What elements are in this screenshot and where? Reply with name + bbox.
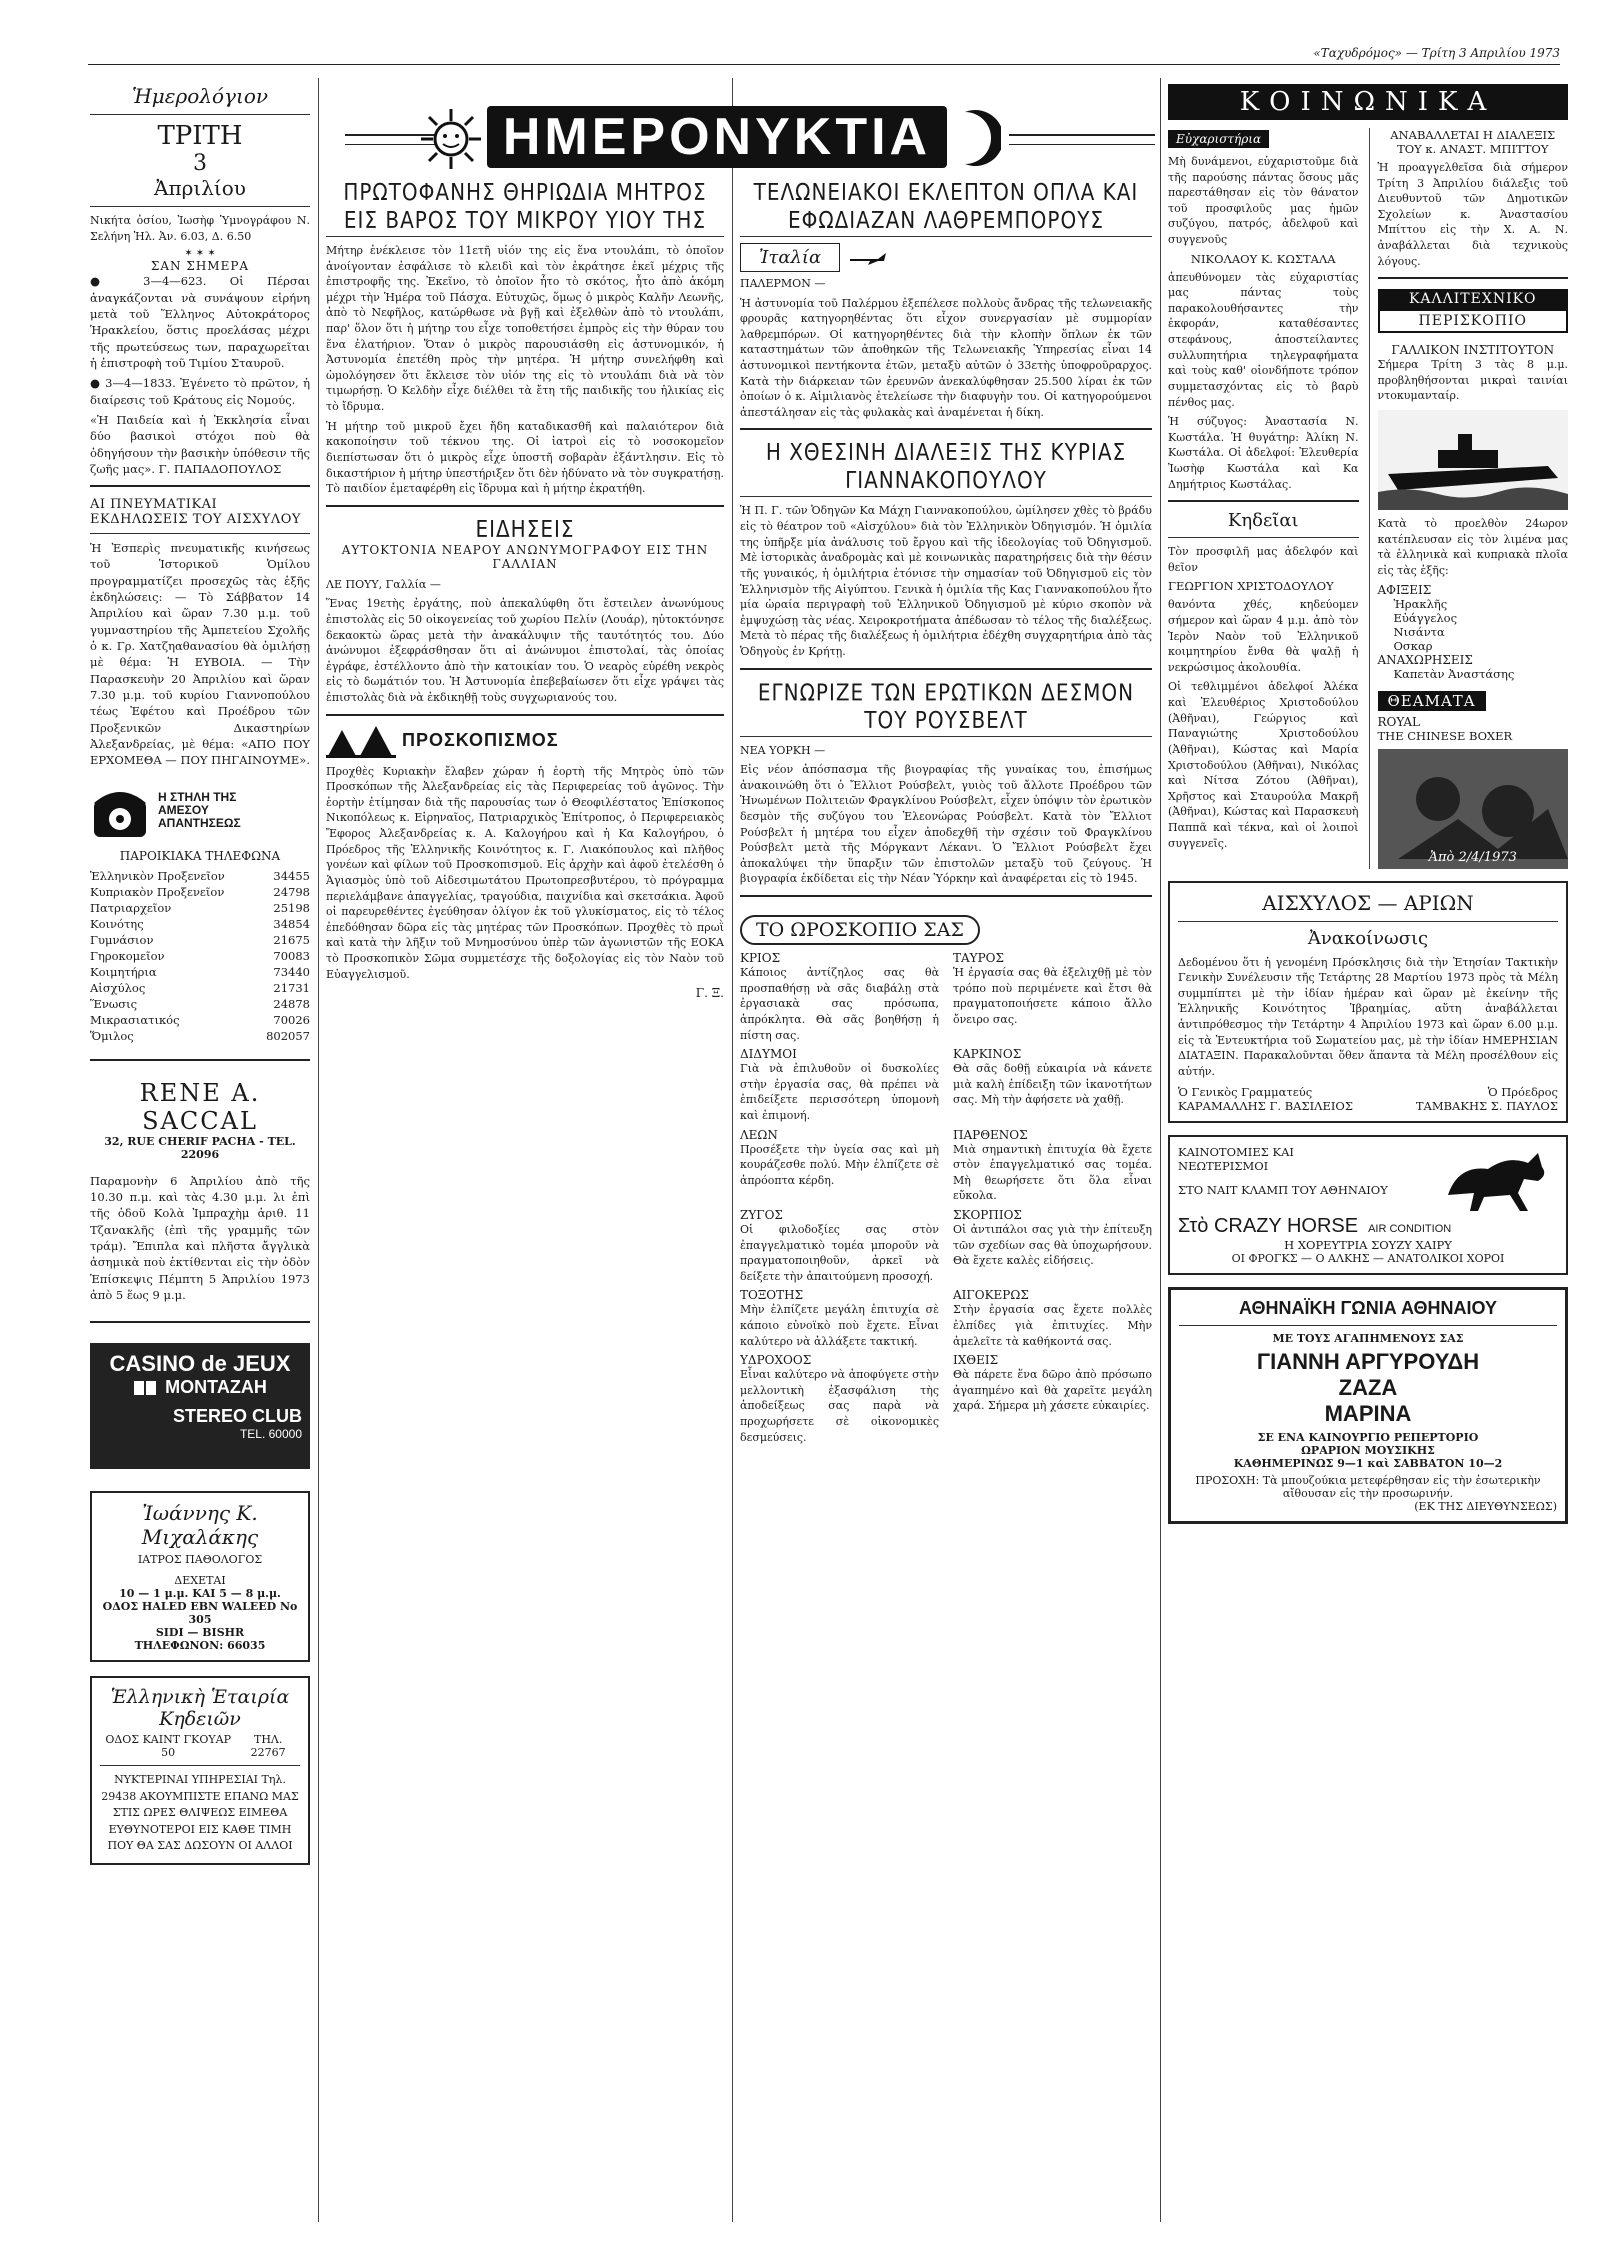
scouting-title: ΠΡΟΣΚΟΠΙΣΜΟΣ xyxy=(402,730,559,751)
crazy-name: Στὸ CRAZY HORSE xyxy=(1178,1215,1359,1238)
horoscope-entry xyxy=(740,1208,939,1288)
horoscope-text: Στὴν ἐργασία σας ἔχετε πολλὲς ἐλπίδες γιὰ ἐπιτυχίες. Μὴν ἀμελεῖτε τὰ καθήκοντά σας. xyxy=(953,1303,1152,1348)
ao-president-name: ΤΑΜΒΑΚΗΣ Σ. ΠΑΥΛΟΣ xyxy=(1415,1099,1558,1114)
aeschylus-body: Ἡ Ἑσπερὶς πνευματικῆς κινήσεως τοῦ Ἱστορικοῦ Ὁμίλου προγραμματίζει προσεχῶς τὰς ἑξῆς ἐκδηλώσεις: — Τὸ Σάββατον 14 Ἀπριλίου καὶ ὥραν 7.30 μ.μ. τοῦ γυμναστηρίου τῆς Ἀμπετείου Σχολῆς ὁ κ. Γρ. Χατζηαθανασίου θὰ ὁμιλήσῃ μὲ θέμα: Ἡ ΕΥΒΟΙΑ. — Τὴν Παρασκευὴν 20 Ἀπριλίου καὶ ὥραν 7.30 μ.μ. τοῦ κυρίου Γιαννοπούλου τέως Ἐφέτου καὶ Προέδρου τῶν Προξενικῶν Δικαστηρίων Ἀλεξανδρείας, μὲ θέμα: «ΑΠΟ ΠΟΥ ΕΡΧΟΜΕΘΑ — ΠΟΥ ΠΗΓΑΙΝΟΥΜΕ». xyxy=(90,541,310,768)
casino-ad xyxy=(90,1343,310,1469)
arrival-ship: Νισάντα xyxy=(1393,624,1445,639)
telephone-icon xyxy=(90,781,150,841)
horoscope-title: ΤΟ ΩΡΟΣΚΟΠΙΟ ΣΑΣ xyxy=(740,915,980,945)
ao-secretary-title: Ὁ Γενικὸς Γραμματεύς xyxy=(1178,1085,1313,1100)
banner-title: ΗΜΕΡΟΝΥΚΤΙΑ xyxy=(487,106,947,168)
ao-secretary-name: ΚΑΡΑΜΑΛΛΗΣ Γ. ΒΑΣΙΛΕΙΟΣ xyxy=(1178,1099,1353,1114)
phone-name: Πατριαρχεῖον xyxy=(90,900,172,915)
scouting-header xyxy=(326,724,724,758)
ao-body: Δεδομένου ὅτι ἡ γενομένη Πρόσκλησις διὰ τὴν Ἐτησίαν Τακτικὴν Γενικὴν Συνέλευσιν τῆς Τετάρτης 28 Μαρτίου 1973 πρὸς τὰ Μέλη συμμπίπτει μὲ τὴν ἰδίαν ἡμέραν καὶ ὥραν μὲ ἐκείνην τῆς Ἑλληνικῆς Κοινότητος Ἰβραημίας, αὕτη ἀναβάλλεται ἀντιπρόθεσμος τὴν Τετάρτην 4 Ἀπριλίου 1973 καὶ ὥραν 6.00 μ.μ. εἰς τὰ Ἐντευκτήρια τοῦ Σωματείου μας, μὲ τὴν ἰδίαν ΗΜΕΡΗΣΙΑΝ ΔΙΑΤΑΞΙΝ. Παρακαλοῦνται ὅθεν ἅπαντα τὰ Μέλη προσέλθουν εἰς αὐτήν. xyxy=(1178,955,1558,1078)
phone-number: 34854 xyxy=(273,916,310,931)
mother-article-body-2: Ἡ μήτηρ τοῦ μικροῦ ἔχει ἤδη καταδικασθῆ καὶ παλαιότερον διὰ κακοποίησιν τοῦ τέκνου της. Οἱ ἰατροὶ εἰς τὸ νοσοκομεῖον διεπίστωσαν ὅτι ὁ μικρὸς εἶχε ὑποστῆ σοβαρὰν ἐξάντλησιν. Εἰς τὸ δικαστήριον ἡ μήτηρ ὑπεστήριξεν ὅτι δὲν ἠδύνατο νὰ τὸν συγκρατήσῃ. Τὸ παιδίον ἐμεταφέρθη εἰς ἴδρυμα καὶ ἡ μήτηρ ἐκρατήθη. xyxy=(326,419,724,496)
sun-emblem-icon xyxy=(419,107,483,171)
athineos-repertoire: ΣΕ ΕΝΑ ΚΑΙΝΟΥΡΓΙΟ ΡΕΠΕΡΤΟΡΙΟ xyxy=(1257,1431,1479,1445)
phone-name: Ἑλληνικὸν Προξενεῖον xyxy=(90,868,225,883)
customs-body: Ἡ ἀστυνομία τοῦ Παλέρμου ἐξεπέλεσε πολλοὺς ἄνδρας τῆς τελωνειακῆς φρουρᾶς κατηγορηθέντας ὅτι εἶχον συνεργασίαν μὲ συμμορίαν λαθρεμπόρων. Οἱ κατηγορηθέντες διὰ τὴν κλοπὴν ὅπλων ἐκ τῶν καταστημάτων τῶν ἀποθηκῶν τῆς Τελωνειακῆς Ὑπηρεσίας εἶναι 14 ἀστυνομικοὶ πεντήκοντα ἐτῶν, μεταξὺ αὐτῶν ὁ 33ετὴς ὑποφροῦραρχος. Κατὰ τὴν διάρκειαν τῶν ἐρευνῶν ἀνεκαλύφθησαν 25.500 λίραι ἐκ τῶν ὁποίων ὁ κ. Αἰμιλιανὸς ἐτελείωσε τὴν διαφυγὴν του. Οἱ κατηγορούμενοι ἀπεστάλησαν εἰς τὰς φυλακὰς καὶ ἀναμένεται ἡ δίκη. xyxy=(740,296,1152,419)
doctor-name: Ἰωάννης Κ. Μιχαλάκης xyxy=(141,1501,259,1550)
theatres-title: ΘΕΑΜΑΤΑ xyxy=(1378,691,1486,711)
horoscope-text: Θὰ πάρετε ἕνα δῶρο ἀπὸ πρόσωπο ἀγαπημένο καὶ θὰ χαρεῖτε μεγάλη χαρά. Σήμερα μὴ χάσετε εὐκαιρίες. xyxy=(953,1368,1152,1413)
casino-tel: TEL. 60000 xyxy=(239,1427,302,1442)
aeschylus-orion-title: ΑΙΣΧΥΛΟΣ — ΑΡΙΩΝ xyxy=(1262,890,1474,915)
doctor-ad xyxy=(90,1491,310,1662)
athineos-days: ΚΑΘΗΜΕΡΙΝΩΣ 9—1 καὶ ΣΑΒΒΑΤΟΝ 10—2 xyxy=(1233,1457,1503,1471)
crazy-new: ΚΑΙΝΟΤΟΜΙΕΣ ΚΑΙ ΝΕΩΤΕΡΙΣΜΟΙ xyxy=(1178,1145,1294,1174)
ao-president-title: Ὁ Πρόεδρος xyxy=(1487,1085,1558,1100)
phone-name: Κοιμητήρια xyxy=(90,964,157,979)
thanks-family: Ἡ σύζυγος: Ἀναστασία Ν. Κωστάλα. Ἡ θυγάτηρ: Ἀλίκη Ν. Κωστάλα. Οἱ ἀδελφοί: Ἐλευθερία Ἰωσὴφ Κωστάλα καὶ Κα Δημήτριος Κωστάλας. xyxy=(1168,415,1359,491)
horoscope-sign: ΛΕΩΝ xyxy=(740,1127,778,1142)
calendar-title: Ἡμερολόγιον xyxy=(131,84,269,108)
phone-name: Ὅμιλος xyxy=(90,1028,134,1043)
horoscope-text: Μὴν ἐλπίζετε μεγάλη ἐπιτυχία σὲ κάποιο εὐνοϊκὸ ποὺ ἔχετε. Εἶναι καλύτερο νὰ ἀλλάξετε τακτική. xyxy=(740,1303,939,1348)
calendar-month: Ἀπριλίου xyxy=(154,176,246,200)
phone-number: 21731 xyxy=(273,980,310,995)
doctor-phone: ΤΗΛΕΦΩΝΟΝ: 66035 xyxy=(134,1639,266,1653)
headline-customs: ΤΕΛΩΝΕΙΑΚΟΙ ΕΚΛΕΠΤΟΝ ΟΠΛΑ ΚΑΙ ΕΦΩΔΙΑΖΑΝ ΛΑΘΡΕΜΠΟΡΟΥΣ xyxy=(753,178,1139,234)
news-subheading: ΑΥΤΟΚΤΟΝΙΑ ΝΕΑΡΟΥ ΑΝΩΝΥΜΟΓΡΑΦΟΥ ΕΙΣ ΤΗΝ ΓΑΛΛΙΑΝ xyxy=(341,542,709,571)
masthead-text: «Ταχυδρόμος» — Τρίτη 3 Απριλίου 1973 xyxy=(1313,46,1560,60)
phone-number: 24798 xyxy=(273,884,310,899)
phone-name: Ἕνωσις xyxy=(90,996,138,1011)
column-news-left xyxy=(326,178,724,1000)
aeschylus-heading: ΑΙ ΠΝΕΥΜΑΤΙΚΑΙ ΕΚΔΗΛΩΣΕΙΣ ΤΟΥ ΑΙΣΧΥΛΟΥ xyxy=(90,497,301,528)
phone-ad xyxy=(90,781,310,841)
koinonika-banner: ΚΟΙΝΩΝΙΚΑ xyxy=(1168,84,1568,120)
horoscope-text: Θὰ σᾶς δοθῇ εὐκαιρία νὰ κάνετε μιὰ καλὴ ἐπίδειξη τῶν ἱκανοτήτων σας. Μὴ τὴν ἀφήσετε νὰ χαθῇ. xyxy=(953,1062,1152,1107)
horoscope-entry xyxy=(953,951,1152,1047)
royal-film: THE CHINESE BOXER xyxy=(1377,728,1513,743)
phone-row xyxy=(90,869,310,885)
column-rule-3 xyxy=(1160,78,1161,2222)
phone-number: 25198 xyxy=(273,900,310,915)
saccal-name: RENE A. SACCAL xyxy=(139,1078,261,1135)
doctor-address-2: SIDI — BISHR xyxy=(155,1626,245,1640)
horoscope-entry xyxy=(953,1288,1152,1353)
thanks-title: Εὐχαριστήρια xyxy=(1168,130,1269,148)
departures-list xyxy=(1378,667,1569,681)
horoscope-text: Εἶναι καλύτερο νὰ ἀποφύγετε στὴν μελλοντικὴ ἐξασφάλιση τὴς ἀποδείξεως σας παρὰ νὰ προχωρήσετε σὲ οἰκονομικὲς δεσμεύσεις. xyxy=(740,1368,939,1444)
phone-row xyxy=(90,885,310,901)
athineos-ad xyxy=(1168,1287,1568,1524)
lecture-headline: Η ΧΘΕΣΙΝΗ ΔΙΑΛΕΞΙΣ ΤΗΣ ΚΥΡΙΑΣ ΓΙΑΝΝΑΚΟΠΟΥΛΟΥ xyxy=(765,438,1127,495)
phones-table xyxy=(90,869,310,1045)
plane-icon xyxy=(848,249,888,267)
phone-number: 802057 xyxy=(266,1028,310,1043)
horoscope-text: Μιὰ σημαντικὴ ἐπιτυχία θὰ ἔχετε στὸν ἐπαγγελματικό σας τομέα. Μὴ θεωρήσετε ὅτι ὅλα εἶναι εὔκολα. xyxy=(953,1142,1152,1203)
mother-article-body: Μήτηρ ἐνέκλεισε τὸν 11ετῆ υἱόν της εἰς ἕνα ντουλάπι, τὸ ὁποῖον ἀνοίγονταν ἐσφάλισε τὸ κλειδὶ καὶ τὸν ἐκράτησε ἐκεῖ μέχρις τῆς ἐπιστροφῆς της. Ἐκεῖνο, τὸ ὁποῖον ἦτο τὸ σκότος, ἦτο ἀπὸ ἀκόμη μέχρι τὴν Ἡμέρα τοῦ Πάσχα. Εὐτυχῶς, ὅμως ὁ μικρὸς Καλῆν Λεωνῆς, ἀπὸ τὸ Νεφῆλος, κατώρθωσε νὰ βγῇ καὶ ἐξελθὼν ἀπὸ τὸ ντουλάπι, παρ' ὅλον ὅτι ἡ μήτηρ του εἶχε τοποθετήσει ἐμπρὸς εἰς τὴν θύραν του ἕνα ἐλατήριον. Ὅταν ὁ μικρὸς παρουσιάσθη εἰς ἀστυνομικόν, ἡ Ἀστυνομία ἐπετέθη πρὸς τὴν μητέρα. Ἡ μήτηρ συνελήφθη καὶ ὡμολόγησεν ὅτι ἔκλεισε τὸν υἱόν της εἰς τὸ ντουλάπι διὰ νὰ τὸν τιμωρήσῃ. Ὁ Κελδὴν εἶχε διέλθει τὰ ἔτη τῆς παιδικῆς του ἡλικίας εἰς τὸ ἴδρυμα. xyxy=(326,244,724,414)
history-event-2: ● 3—4—1833. Ἐγένετο τὸ πρῶτον, ἡ διαίρεσις τοῦ Κράτους εἰς Νομούς. xyxy=(90,376,310,407)
thanks-name: ΝΙΚΟΛΑΟΥ Κ. ΚΩΣΤΑΛΑ xyxy=(1190,251,1336,266)
athineos-title: ΑΘΗΝΑΪΚΗ ΓΩΝΙΑ ΑΘΗΝΑΙΟΥ xyxy=(1238,1298,1498,1319)
phone-row xyxy=(90,949,310,965)
horoscope-text: Προσέξετε τὴν ὑγεία σας καὶ μὴ κουράζεσθε πολύ. Μὴν ἐλπίζετε σὲ ἀπρόοπτα κέρδη. xyxy=(740,1142,939,1187)
column-rule-2 xyxy=(732,78,733,2222)
horoscope-entry xyxy=(740,1353,939,1449)
saccal-address: 32, RUE CHERIF PACHA - TEL. 22096 xyxy=(104,1134,296,1161)
athineos-note: ΠΡΟΣΟΧΗ: Τὰ μπουζούκια μετεφέρθησαν εἰς τὴν ἐσωτερικὴν αἴθουσαν εἰς τὴν προσωρινήν. xyxy=(1195,1474,1541,1501)
arrivals-label: ΑΦΙΞΕΙΣ xyxy=(1377,582,1432,597)
lecture-body: Ἡ Π. Γ. τῶν Ὁδηγῶν Κα Μάχη Γιαννακοπούλου, ὡμίλησεν χθὲς τὸ βράδυ εἰς τὸ θέατρον τοῦ «Αἰσχύλου» διὰ τὸν Ἑλληνικὸν Ὀδηγισμόν. Ἡ ὁμιλία της ὑπῆρξε μία ἀνάλυσις τοῦ ἔργου καὶ τῆς ἱδεολογίας τοῦ Ὀδηγισμοῦ. Μὲ ἱστορικὰς ἀναδρομὰς καὶ μὲ κοινωνικὰς παρατηρήσεις διὰ τὴν θέσιν τῆς γυναικός, ἡ ὁμιλήτρια ἐτόνισε τὴν σημασίαν τοῦ Ὀδηγισμοῦ εἰς τὸν Ἑλληνισμὸν τῆς Αἰγύπτου. Γενικὰ ἡ ὁμιλία τῆς Κας Γιαννακοπούλου ἦτο μία ὡραία περιγραφὴ τοῦ Ἑλληνικοῦ Ὀδηγισμοῦ μὲ κύριο σκοπὸν νὰ ἐμψυχώσῃ τὰς νέας. Χειροκροτήματα ἀπέδωσαν τὸ τέλος τῆς διαλέξεως. Μετὰ τὸ πέρας τῆς διαλέξεως ἡ ὁμιλήτρια ἐδέχθη συγχαρητήρια ἀπὸ τὰς Ὁδηγοὺς ἐν Κρήτῃ. xyxy=(740,504,1152,658)
phone-name: Κυπριακὸν Προξενεῖον xyxy=(90,884,225,899)
horoscope-grid xyxy=(740,951,1152,1449)
calendar-day: ΤΡΙΤΗ xyxy=(157,121,243,151)
headline-mother: ΠΡΩΤΟΦΑΝΗΣ ΘΗΡΙΩΔΙΑ ΜΗΤΡΟΣ ΕΙΣ ΒΑΡΟΣ ΤΟΥ ΜΙΚΡΟΥ ΥΙΟΥ ΤΗΣ xyxy=(343,178,707,234)
film-poster-caption: Ἀπὸ 2/4/1973 xyxy=(1428,849,1517,865)
column-calendar xyxy=(90,78,310,1865)
horoscope-sign: ΚΑΡΚΙΝΟΣ xyxy=(953,1047,1022,1062)
calendar-saints: Νικήτα ὁσίου, Ἰωσὴφ Ὑμνογράφου Ν. Σελήνη Ἡλ. Ἀν. 6.03, Δ. 6.50 xyxy=(90,214,310,243)
ao-announcement-title: Ἀνακοίνωσις xyxy=(1307,927,1429,949)
crazy-ac: AIR CONDITION xyxy=(1368,1223,1452,1236)
phone-row xyxy=(90,917,310,933)
horoscope-entry xyxy=(953,1353,1152,1449)
aeschylus-orion-notice xyxy=(1168,881,1568,1124)
news-heading: ΕΙΔΗΣΕΙΣ xyxy=(475,514,575,543)
phone-row xyxy=(90,981,310,997)
periskopio-title: ΠΕΡΙΣΚΟΠΙΟ xyxy=(1378,309,1569,333)
horoscope-sign: ΔΙΔΥΜΟΙ xyxy=(740,1047,797,1062)
phone-name: Γυμνάσιον xyxy=(90,932,154,947)
column-social xyxy=(1168,78,1568,1524)
crazy-dancer: Η ΧΟΡΕΥΤΡΙΑ ΣΟΥΖΥ ΧΑΙΡΥ xyxy=(1284,1238,1452,1253)
saccal-text: Παραμονὴν 6 Ἀπριλίου ἀπὸ τῆς 10.30 π.μ. καὶ τὰς 4.30 μ.μ. λι ἐπὶ τῆς ὁδοῦ Κολὰ Ἰμπραχὴμ ἀριθ. 11 Τζανακλῆς (ἐπὶ τῆς γραμμῆς τῶν τράμ). Ἔπιπλα καὶ πλῆστα ἄγγλικὰ ἀσημικὰ ποὺ ἐκτίθενται εἰς τὴν ὁδὸν Ἐπίσκεψις Πέμπτη 5 Ἀπριλίου 1973 ἀπὸ 5 ἕως 9 μ.μ. xyxy=(90,1173,310,1303)
horoscope-entry xyxy=(953,1128,1152,1208)
horoscope-sign: ΥΔΡΟΧΟΟΣ xyxy=(740,1353,812,1368)
french-body: Σήμερα Τρίτη 3 τὰς 8 μ.μ. προβληθήσονται μικραὶ ταινίαι ντοκυμανταίρ. xyxy=(1377,358,1568,403)
phone-row xyxy=(90,1013,310,1029)
announce-body: Ἡ προαγγελθεῖσα διὰ σήμερον Τρίτη 3 Ἀπριλίου διάλεξις τοῦ Διευθυντοῦ τῶν Δημοτικῶν Σχολείων κ. Ἀναστασίου Μπίττου εἰς τὴν Χ. Α. Ν. ἀναβάλλεται διὰ τεχνικοὺς λόγους. xyxy=(1377,161,1568,268)
doctor-hours: 10 — 1 μ.μ. ΚΑΙ 5 — 8 μ.μ. xyxy=(119,1587,281,1601)
phone-row xyxy=(90,997,310,1013)
horoscope-text: Ἡ ἐργασία σας θὰ ἐξελιχθῇ μὲ τὸν τρόπο ποὺ περιμένετε καὶ ἔτσι θὰ πραγματοποιήσετε κάποιο ἄλλο ὄνειρο σας. xyxy=(953,966,1152,1026)
phone-number: 70026 xyxy=(273,1012,310,1027)
french-title: ΓΑΛΛΙΚΟΝ ΙΝΣΤΙΤΟΥΤΟΝ xyxy=(1391,343,1555,358)
funeral-company-ad xyxy=(90,1676,310,1865)
announce-title: ΑΝΑΒΑΛΛΕΤΑΙ Η ΔΙΑΛΕΞΙΣ ΤΟΥ κ. ΑΝΑΣΤ. ΜΠΙΤΤΟΥ xyxy=(1390,128,1556,156)
phones-title: ΠΑΡΟΙΚΙΑΚΑ ΤΗΛΕΦΩΝΑ xyxy=(119,848,281,863)
athineos-signature: (ΕΚ ΤΗΣ ΔΙΕΥΘΥΝΣΕΩΣ) xyxy=(1414,1500,1557,1514)
horoscope-sign: ΣΚΟΡΠΙΟΣ xyxy=(953,1207,1022,1222)
horoscope-sign: ΖΥΓΟΣ xyxy=(740,1207,783,1222)
film-poster xyxy=(1378,749,1569,869)
casino-subtitle: MONTAZAH xyxy=(165,1377,267,1398)
roosevelt-dateline: ΝΕΑ ΥΟΡΚΗ — xyxy=(740,743,826,757)
funeral-company-phone: ΤΗΛ. 22767 xyxy=(250,1733,286,1760)
horoscope-entry xyxy=(740,951,939,1047)
crazy-horse-ad xyxy=(1168,1135,1568,1275)
arrivals-list xyxy=(1378,597,1569,653)
horoscope-text: Γιὰ νὰ ἐπιλυθοῦν οἱ δυσκολίες στὴν ἐργασία σας, θὰ πρέπει νὰ ἐπιδείξετε περισσότερη ὑπομονὴ καὶ ἐπιμονή. xyxy=(740,1062,939,1122)
horoscope-entry xyxy=(953,1208,1152,1288)
royal-cinema: ROYAL xyxy=(1377,714,1420,729)
departure-ship: Καπετὰν Ἀναστάσης xyxy=(1393,666,1515,681)
funerals-name: ΓΕΩΡΓΙΟΝ ΧΡΙΣΤΟΔΟΥΛΟΥ xyxy=(1168,579,1334,594)
funerals-intro: Τὸν προσφιλῆ μας ἀδελφόν καὶ θεῖον xyxy=(1168,545,1359,574)
athineos-artist-2: ΖΑΖΑ xyxy=(1338,1375,1398,1401)
funeral-company-text: ΝΥΚΤΕΡΙΝΑΙ ΥΠΗΡΕΣΙΑΙ Τηλ. 29438 ΑΚΟΥΜΠΙΣΤΕ ΕΠΑΝΩ ΜΑΣ ΣΤΙΣ ΩΡΕΣ ΘΛΙΨΕΩΣ ΕΙΜΕΘΑ ΕΥΘΥΝΟΤΕΡΟΙ ΕΙΣ ΚΑΘΕ ΤΙΜΗ ΠΟΥ ΘΑ ΣΑΣ ΔΩΣΟΥΝ ΟΙ ΑΛΛΟΙ xyxy=(101,1773,299,1853)
athineos-artist-3: ΜΑΡΙΝΑ xyxy=(1324,1401,1412,1427)
doctor-hours-title: ΔΕΧΕΤΑΙ xyxy=(174,1574,226,1588)
athineos-hours: ΩΡΑΡΙΟΝ ΜΟΥΣΙΚΗΣ xyxy=(1301,1444,1435,1458)
news-body: Ἕνας 19ετὴς ἐργάτης, ποὺ ἀπεκαλύφθη ὅτι ἔστειλεν ἀνωνύμους ἐπιστολὰς εἰς 50 οἰκογενείας τοῦ χωρίου Πελίν (Λουάρ), ηὐτοκτόνησε δεκαοκτὼ ὥρας μετὰ τὴν ἀνακάλυψιν τῆς ταυτότητός του. Δύο ἀνώνυμοι ἐξεφράσθησαν ὅτι αἱ ἀνώνυμοι ἐπιστολαί, τὰς ὁποίας ἐγράφε, ἐστέλλοντο ἀπὸ τὴν κατοικίαν του. Ὁ νεαρὸς εὑρέθη νεκρὸς εἰς τὸ δωμάτιόν του. Ἡ Ἀστυνομία ἐπεβεβαίωσεν ὅτι εἶχε γράψει τὰς ἐπιστολὰς διὰ νὰ ἐκδικηθῇ τοὺς συγχωριανούς του. xyxy=(326,597,724,705)
athineos-with: ΜΕ ΤΟΥΣ ΑΓΑΠΗΜΕΝΟΥΣ ΣΑΣ xyxy=(1272,1332,1464,1346)
doctor-address: ΟΔΟΣ HALED EBN WALEED No 305 xyxy=(102,1600,298,1627)
departures-label: ΑΝΑΧΩΡΗΣΕΙΣ xyxy=(1377,652,1473,667)
scouting-body: Προχθὲς Κυριακὴν ἔλαβεν χώραν ἡ ἐορτὴ τῆς Μητρὸς ὑπὸ τῶν Προσκόπων τῆς Ἀλεξανδρείας εἰς τὰς Περιφερείας τοῦ ἀγῶνος. Τὴν ἑορτὴν ἐτίμησαν διὰ τῆς παρουσίας των ὁ Θεοφιλέστατος Ἐπίσκοπος Νικοπόλεως κ. Εἰρηναῖος, Πατριαρχικὸς Ἐπίτροπος, ὁ Περιφερειακὸς Ἔφορος Ἀλεξανδρείας κ. Α. Καλογήρου καὶ ἡ Κα Καλογήρου, ὁ Πρόεδρος τῆς Ἑλληνικῆς Κοινότητος κ. Γ. Λιακόπουλος καὶ πλῆθος γονέων καὶ φίλων τοῦ Προσκοπισμοῦ. Εἰς ἀρχὴν καὶ ἀφοῦ ἐτελέσθη ὁ Ἁγιασμὸς ὑπὸ τοῦ Αἰδεσιμωτάτου Πρωτοπρεσβυτέρου, τὸ πρόγραμμα περιελάμβανε ἀπαγγελίας, τραγούδια, παιχνίδια καὶ σκετσάκια. Ἀφοῦ οἱ παρευρεθέντες ἐγεύθησαν ὀλίγον ἐκ τοῦ γλυκίσματος, εἰς τὸ τέλος ἐπεδόθησαν δῶρα εἰς τὰς μητέρας τῶν Προσκόπων. Προχθὲς τὸ πρωῒ καὶ κατὰ τὴν λῆξιν τοῦ Μνημοσύνου ὑπὲρ τῶν ἀγωνιστῶν τῆς ΕΟΚΑ τὸ Προσκοπικὸν Σῶμα συμμετέσχε τῆς δοξολογίας εἰς τὸν Ναὸν τοῦ Εὐαγγελισμοῦ. xyxy=(326,764,724,981)
crazy-club: ΣΤΟ ΝΑΙΤ ΚΛΑΜΠ ΤΟΥ ΑΘΗΝΑΙΟΥ xyxy=(1178,1183,1388,1198)
customs-dateline: ΠΑΛΕΡΜΟΝ — xyxy=(740,277,826,290)
masthead-rule xyxy=(88,64,1560,65)
funeral-company-name: Ἑλληνικὴ Ἑταιρία Κηδειῶν xyxy=(110,1686,290,1731)
phone-number: 70083 xyxy=(273,948,310,963)
phone-ad-text: Η ΣΤΗΛΗ ΤΗΣ ΑΜΕΣΟΥ ΑΠΑΝΤΗΣΕΩΣ xyxy=(158,789,241,831)
phone-row xyxy=(90,965,310,981)
horoscope-sign: ΚΡΙΟΣ xyxy=(740,951,781,966)
athineos-artist-1: ΓΙΑΝΝΗ ΑΡΓΥΡΟΥΔΗ xyxy=(1256,1349,1480,1375)
phone-row xyxy=(90,901,310,917)
casino-cards-icon xyxy=(133,1379,159,1397)
ship-body: Κατὰ τὸ προελθὸν 24ωρον κατέπλευσαν εἰς τὸν λιμένα μας τὰ ἑλληνικὰ καὶ κυπριακὰ πλοῖα εἰς τὰς ἑξῆς: xyxy=(1377,517,1568,577)
casino-club: STEREO CLUB xyxy=(172,1406,302,1427)
horoscope-text: Κάποιος ἀντίζηλος σας θὰ προσπαθήσῃ νὰ σᾶς διαβάλῃ στὰ ἐργασιακὰ σας πρόσωπα, ἀπρόκλητα. Θὰ σᾶς βοηθήσῃ ἡ πίστη σας. xyxy=(740,966,939,1042)
roosevelt-headline: ΕΓΝΩΡΙΖΕ ΤΩΝ ΕΡΩΤΙΚΩΝ ΔΕΣΜΟΝ ΤΟΥ ΡΟΥΣΒΕΛΤ xyxy=(757,677,1135,734)
horoscope-sign: ΑΙΓΟΚΕΡΩΣ xyxy=(953,1288,1029,1303)
horoscope-entry xyxy=(740,1047,939,1127)
horoscope-sign: ΙΧΘΕΙΣ xyxy=(953,1353,999,1368)
arrival-ship: Εὐάγγελος xyxy=(1393,610,1458,625)
phone-number: 73440 xyxy=(273,964,310,979)
history-event-1: ● 3—4—623. Οἱ Πέρσαι ἀναγκάζονται νὰ συνάψουν εἰρήνη μετὰ τοῦ Ἕλληνος Αὐτοκράτορος Ἡρακλείου, ὅστις προελάσας μέχρι τῆς πρωτεύσεως των, παραχωρεῖται ἡ ἐπιστροφὴ τοῦ Τιμίου Σταυροῦ. xyxy=(90,274,310,370)
roosevelt-body: Εἰς νέον ἀπόσπασμα τῆς βιογραφίας τῆς γυναίκας του, ἐπισήμως ἀνακοινώθη ὅτι ὁ Ἔλλιοτ Ρούσβελτ, γυιὸς τοῦ ἄλλοτε Προέδρου τῶν Ἡνωμένων Πολιτειῶν Φραγκλίνου Ρούσβελτ, εἶχεν ὑπόψιν τὸν ἐρωτικὸν δεσμὸν τῆς συζύγου του Ἐλεονώρας Ρούσβελτ. Κατὰ τὸν Ἔλλιοτ Ρούσβελτ ἡ μητέρα του εἶχεν ἀποδεχθῆ τὴν σχέσιν τοῦ Φραγκλίνου Ρούσβελτ μετὰ τῆς Μόργκαντ Λέκανι. Ὁ Ἔλλιοτ Ρούσβελτ ἔχει ἀποκαλύψει τὴν ὕπαρξιν τῶν ἐπιστολῶν μεταξὺ τοῦ ζεύγους. Ἡ βιογραφία ἐκδίδεται εἰς τὴν Νέαν Ὑόρκην καὶ ἀναφέρεται εἰς τὸ 1945. xyxy=(740,763,1152,886)
phone-name: Μικρασιατικός xyxy=(90,1012,180,1027)
funeral-company-address: ΟΔΟΣ ΚΑΙΝΤ ΓΚΟΥΑΡ 50 xyxy=(105,1733,232,1760)
thanks-body-2: ἀπευθύνομεν τὰς εὐχαριστίας μας πάντας τοὺς παρακολουθήσαντες τὴν ἐκφοράν, καταθέσαντες στεφάνους, ἀποστείλαντες συλλυπητήρια τηλεγραφήματα καὶ τοὺς καθ' οἱονδήποτε τρόπον συμμετασχόντας εἰς τὸ βαρὺ πένθος μας. xyxy=(1168,270,1359,409)
crazy-line: ΟΙ ΦΡΟΓΚΣ — Ο ΑΛΚΗΣ — ΑΝΑΤΟΛΙΚΟΙ ΧΟΡΟΙ xyxy=(1231,1252,1505,1266)
horse-icon xyxy=(1438,1145,1558,1215)
phone-row xyxy=(90,933,310,949)
funerals-family: Οἱ τεθλιμμένοι ἀδελφοί Ἀλέκα καὶ Ἐλευθέριος Χριστοδούλου (Ἀθῆναι), Γεώργιος καὶ Παναγιώτης Χριστοδούλου (Ἀθῆναι), Κώστας καὶ Μαρία Χριστοδούλου (Ἀθῆναι), Νικόλας καὶ Νίτσα Ζότου (Ἀθῆναι), Χρῆστος καὶ Σταυρούλα Μακρῆ (Ἀθῆναι), Κώστας καὶ Παρασκευὴ Παππᾶ καὶ τέκνα, καὶ οἱ λοιποὶ συγγενεῖς. xyxy=(1168,680,1359,850)
separator-stars: ✶ ✶ ✶ xyxy=(184,248,216,260)
horoscope-text: Οἱ ἀντιπάλοι σας γιὰ τὴν ἐπίτευξη τῶν σχεδίων σας θὰ ὑποχωρήσουν. Θὰ ἔχετε καλὲς εἰδήσεις. xyxy=(953,1222,1152,1268)
funerals-title: Κηδεῖαι xyxy=(1227,510,1299,532)
scout-tents-icon xyxy=(326,724,396,758)
ship-illustration-icon xyxy=(1378,410,1568,510)
horoscope-sign: ΤΑΥΡΟΣ xyxy=(953,951,1004,966)
italia-label: Ἰταλία xyxy=(740,243,840,272)
phone-number: 34455 xyxy=(273,868,310,883)
thanks-body: Μὴ δυνάμενοι, εὐχαριστοῦμε διὰ τῆς παρούσης πάντας ὅσους μᾶς παρεστάθησαν εἰς τὸν θάνατον τοῦ προσφιλοῦς μας ἡμῶν συζύγου, πατρός, ἀδελφοῦ καὶ συγγενοῦς xyxy=(1168,155,1359,247)
scouting-signature: Γ. Ξ. xyxy=(695,986,724,1001)
horoscope-entry xyxy=(740,1288,939,1353)
phone-name: Αἰσχύλος xyxy=(90,980,146,995)
on-this-day-heading: ΣΑΝ ΣΗΜΕΡΑ xyxy=(150,259,250,274)
phone-name: Γηροκομεῖον xyxy=(90,948,165,963)
phone-name: Κοινότης xyxy=(90,916,144,931)
news-dateline: ΛΕ ΠΟΥΥ, Γαλλία — xyxy=(326,577,441,591)
horoscope-entry xyxy=(740,1128,939,1208)
horoscope-sign: ΤΟΞΟΤΗΣ xyxy=(740,1288,804,1303)
column-rule-1 xyxy=(318,78,319,2222)
horoscope-entry xyxy=(953,1047,1152,1127)
horoscope-sign: ΠΑΡΘΕΝΟΣ xyxy=(953,1127,1028,1142)
doctor-title: ΙΑΤΡΟΣ ΠΑΘΟΛΟΓΟΣ xyxy=(137,1553,263,1567)
periskopio-label: ΚΑΛΛΙΤΕΧΝΙΚΟ xyxy=(1378,289,1569,309)
daily-quote: «Ἡ Παιδεία καὶ ἡ Ἐκκλησία εἶναι δύο βασικοὶ στόχοι ποὺ θὰ ὁδηγήσουν τὴν βασικὴν ὑπόθεσιν τῆς ζωῆς μας». Γ. ΠΑΠΑΔΟΠΟΥΛΟΣ xyxy=(90,412,310,476)
casino-title: CASINO de JEUX xyxy=(109,1351,291,1377)
phone-number: 24878 xyxy=(273,996,310,1011)
phone-row xyxy=(90,1029,310,1045)
funerals-body: θανόντα χθές, κηδεύομεν σήμερον καὶ ὥραν 4 μ.μ. ἀπὸ τὸν Ἱερὸν Ναὸν τοῦ Ἑλληνικοῦ κοιμητηρίου ἔνθα θὰ ψαλῇ ἡ νεκρώσιμος ἀκολουθία. xyxy=(1168,598,1359,674)
arrival-ship: Ἡρακλῆς xyxy=(1393,596,1448,611)
phone-number: 21675 xyxy=(273,932,310,947)
horoscope-text: Οἱ φιλοδοξίες σας στὸν ἐπαγγελματικὸ τομέα μποροῦν νὰ πραγματοποιηθοῦν, ἀρκεῖ νὰ δείξετε τὴν ἀπαιτούμενη προσοχή. xyxy=(740,1222,939,1283)
calendar-date-num: 3 xyxy=(193,151,207,176)
moon-emblem-icon xyxy=(957,108,1001,168)
column-news-right xyxy=(740,178,1152,1449)
hemeronyktia-banner xyxy=(345,104,1155,174)
arrival-ship: Οσκαρ xyxy=(1393,638,1433,653)
